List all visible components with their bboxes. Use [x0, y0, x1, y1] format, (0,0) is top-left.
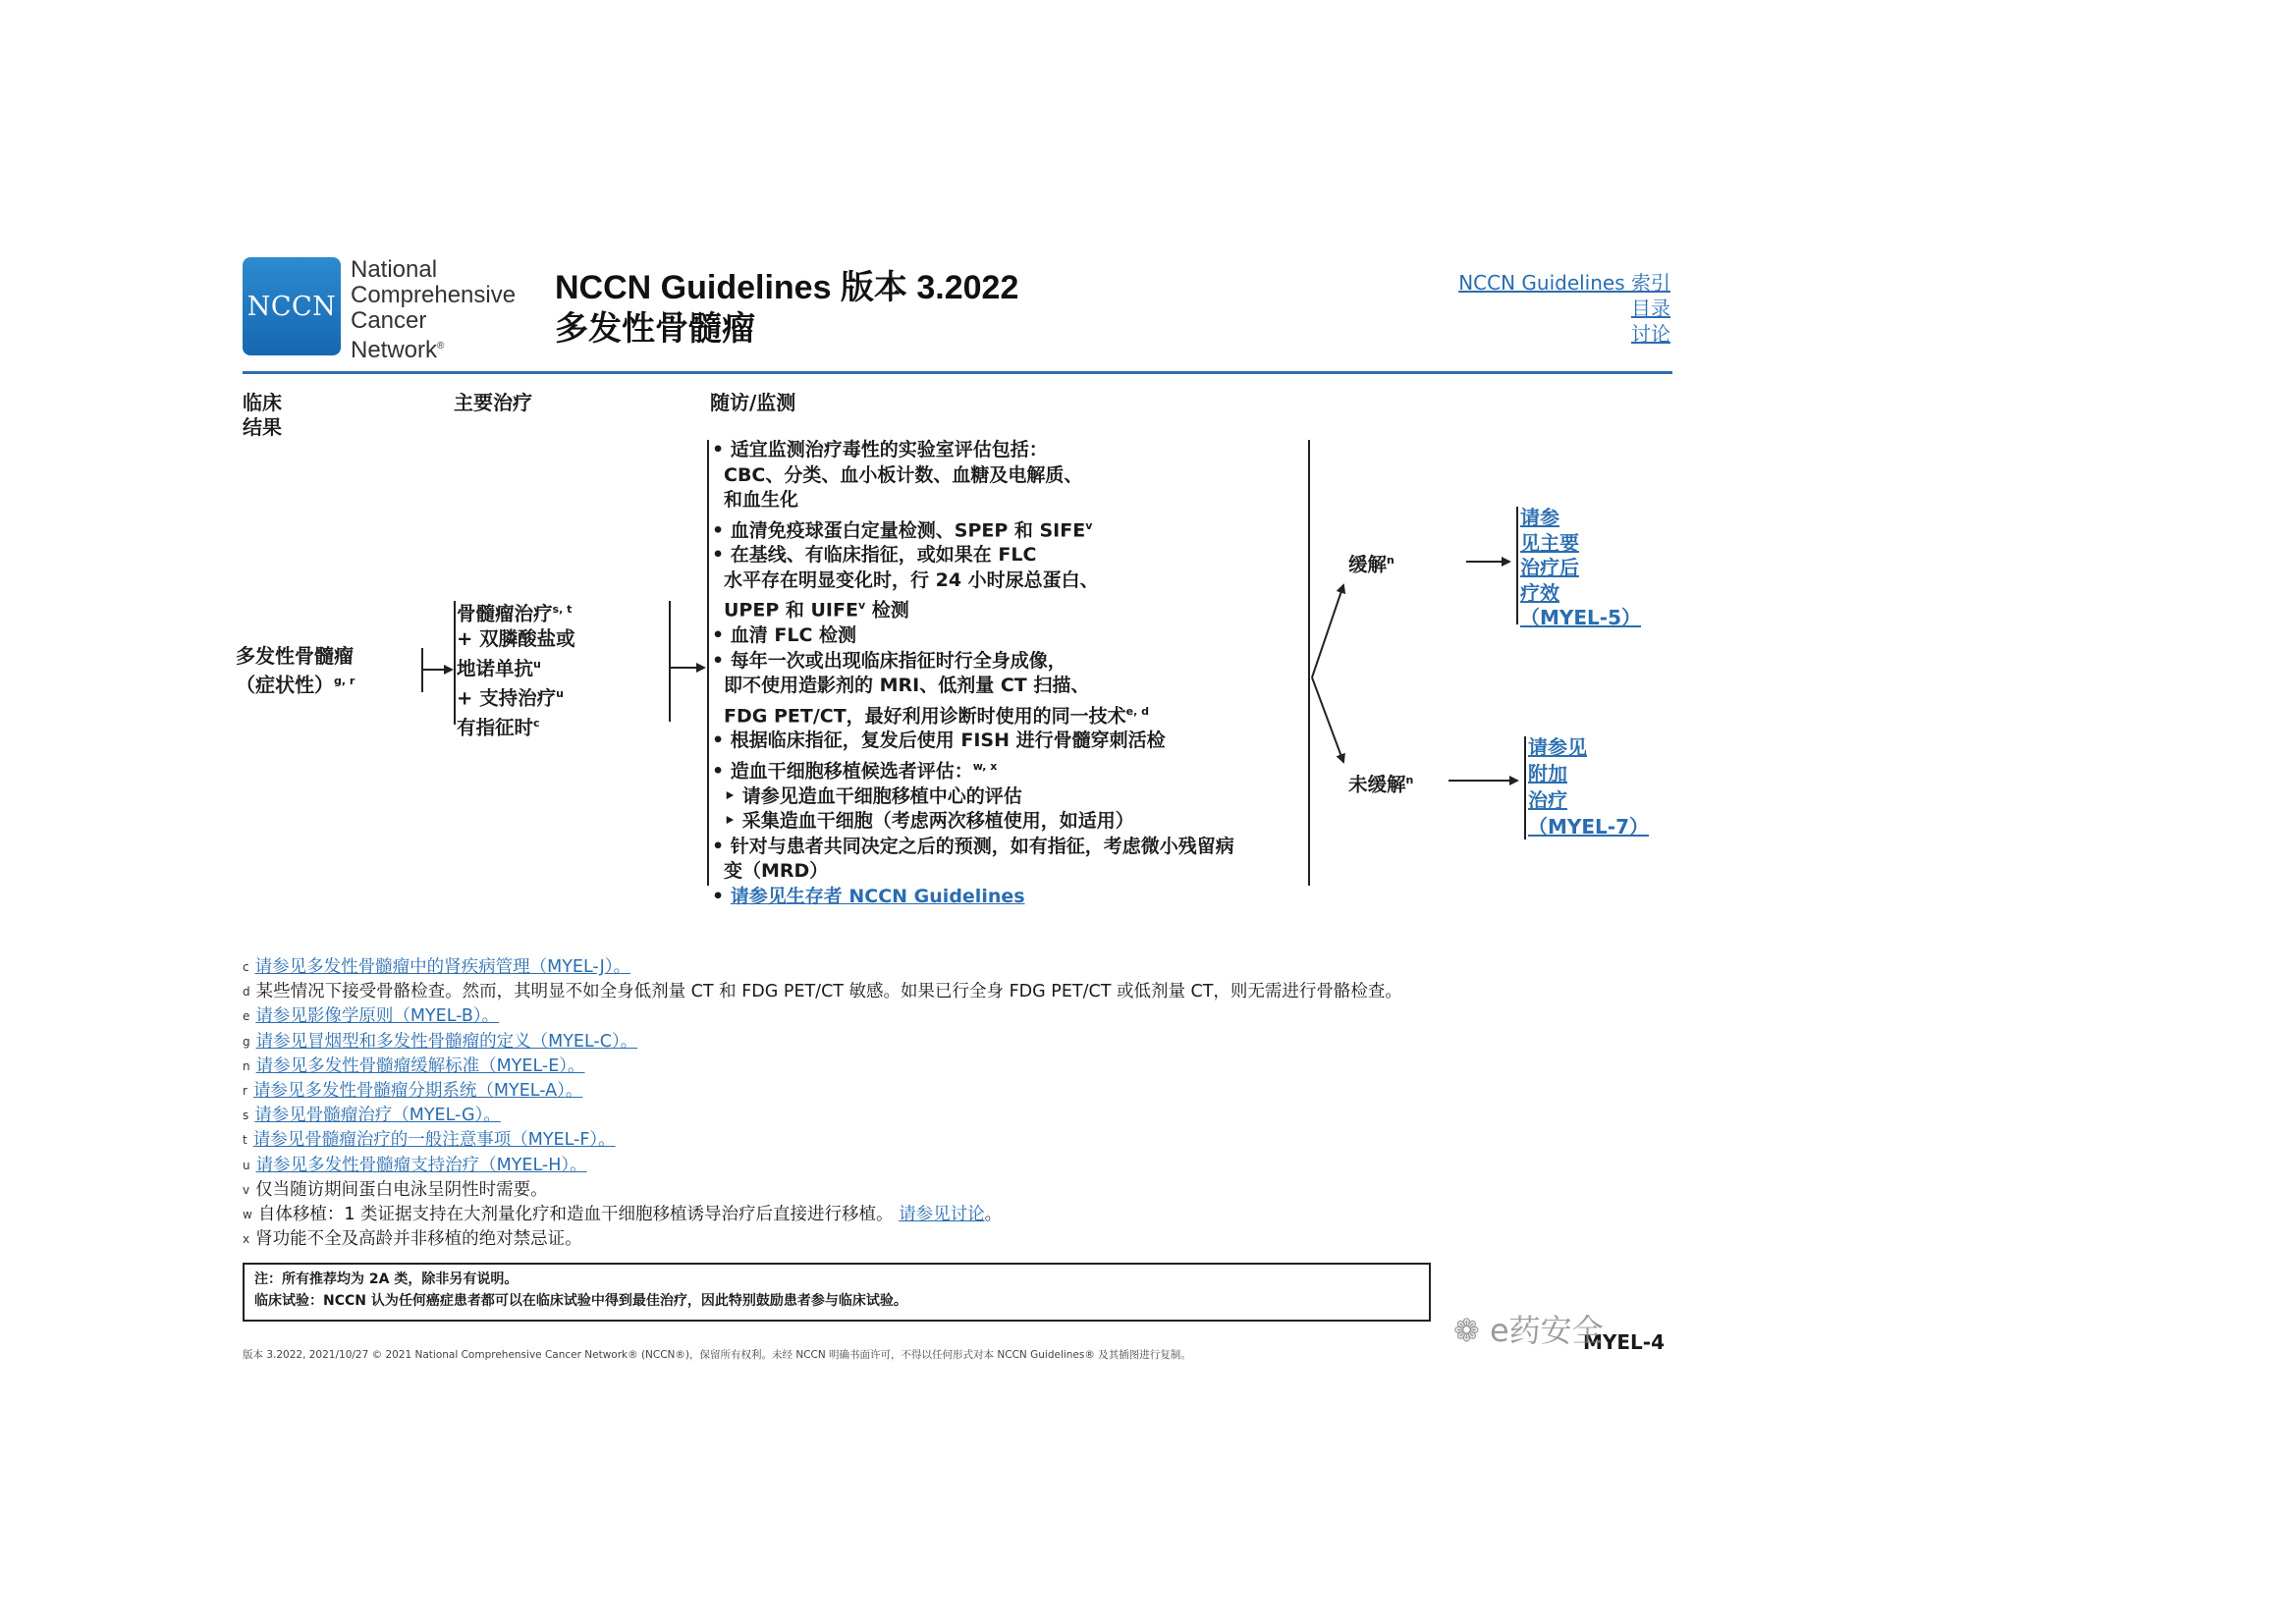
see-myel5-line1[interactable]: 请参 — [1520, 506, 1559, 529]
footnote-u — [243, 1154, 1402, 1178]
footnote-link[interactable]: 请参见骨髓瘤治疗的一般注意事项（MYEL-F）。 — [252, 1130, 616, 1151]
logo-line-4: Network — [351, 337, 438, 363]
see-myel7-line1[interactable]: 请参见 — [1528, 735, 1587, 759]
followup-bullet-1-line2: CBC、分类、血小板计数、血糖及电解质、 — [724, 463, 1083, 486]
footnote-text: 某些情况下接受骨骼检查。然而，其明显不如全身低剂量 CT 和 FDG PET/CT 敏感。如果已行全身 FDG PET/CT 或低剂量 CT，则无需进行骨骼检查。 — [255, 982, 1402, 1002]
see-myel5-line3[interactable]: 治疗后 — [1520, 556, 1579, 579]
primary-line2: + 双膦酸盐或 — [457, 627, 575, 650]
note-box — [243, 1263, 1431, 1322]
followup-bullet-8-line2: 变（MRD） — [724, 860, 829, 883]
followup-bullet-5-sup: e, d — [1125, 704, 1150, 718]
footnote-link[interactable]: 请参见多发性骨髓瘤支持治疗（MYEL-H）。 — [255, 1155, 587, 1175]
discussion-link[interactable]: 讨论 — [1631, 322, 1670, 346]
primary-line3: 地诺单抗 — [457, 657, 534, 679]
footnote-x — [243, 1227, 1402, 1252]
column-clinical-line2: 结果 — [243, 415, 282, 439]
watermark — [1453, 1306, 1604, 1351]
followup-bullet-9-marker: • — [712, 885, 731, 907]
logo-line-3: Cancer — [351, 307, 427, 334]
footnote-mark: g — [243, 1034, 250, 1049]
column-clinical-line1: 临床 — [243, 391, 282, 414]
followup-bullet-2-sup: v — [1085, 518, 1093, 532]
footnote-r — [243, 1079, 1402, 1104]
followup-bullet-3: • 在基线、有临床指征，或如果在 FLC — [712, 544, 1037, 567]
see-myel5-line4[interactable]: 疗效 — [1520, 580, 1559, 605]
column-header-followup: 随访/监测 — [710, 391, 796, 414]
followup-bullet-1: • 适宜监测治疗毒性的实验室评估包括： — [712, 439, 1048, 460]
footnote-t — [243, 1128, 1402, 1153]
followup-bullet-5-line2: 即不使用造影剂的 MRI、低剂量 CT 扫描、 — [724, 675, 1090, 697]
footnote-e — [243, 1004, 1402, 1029]
footnote-link[interactable]: 请参见骨髓瘤治疗（MYEL-G）。 — [254, 1106, 501, 1126]
followup-bullet-8: • 针对与患者共同决定之后的预测，如有指征，考虑微小残留病 — [712, 835, 1234, 857]
primary-sup4: u — [556, 686, 564, 700]
note-line-2: 临床试验：NCCN 认为任何癌症患者都可以在临床试验中得到最佳治疗，因此特别鼓励患者参与临床试验。 — [254, 1293, 907, 1309]
index-link[interactable]: NCCN Guidelines 索引 — [1458, 271, 1670, 295]
column-header-primary: 主要治疗 — [454, 391, 532, 414]
logo-reg: ® — [437, 341, 445, 352]
followup-bullet-5-line3: FDG PET/CT，最好利用诊断时使用的同一技术 — [724, 704, 1126, 727]
see-myel7-line4[interactable]: （MYEL-7） — [1528, 815, 1650, 839]
see-myel7-line3[interactable]: 治疗 — [1528, 788, 1567, 812]
primary-line5: 有指征时 — [457, 716, 534, 738]
no-remission-sup: n — [1405, 774, 1414, 786]
footnote-link[interactable]: 请参见影像学原则（MYEL-B）。 — [255, 1006, 500, 1027]
remission-sup: n — [1387, 554, 1394, 567]
footnote-g — [243, 1030, 1402, 1055]
primary-sup3: u — [533, 657, 541, 671]
footnote-mark: s — [243, 1109, 249, 1123]
arrow-to-remission — [1312, 585, 1343, 677]
footnote-link[interactable]: 请参见多发性骨髓瘤缓解标准（MYEL-E）。 — [255, 1055, 585, 1076]
footnote-mark: e — [243, 1009, 250, 1024]
no-remission-label: 未缓解 — [1348, 773, 1406, 796]
followup-bullet-3-line2: 水平存在明显变化时，行 24 小时尿总蛋白、 — [724, 568, 1099, 591]
followup-bullet-1-line3: 和血生化 — [724, 489, 799, 511]
followup-bullet-3-line3-end: 检测 — [865, 599, 909, 622]
logo-line-1: National — [351, 256, 438, 283]
footnote-text: 肾功能不全及高龄并非移植的绝对禁忌证。 — [255, 1229, 582, 1250]
footnote-text: 自体移植：1 类证据支持在大剂量化疗和造血干细胞移植诱导治疗后直接进行移植。 — [257, 1205, 894, 1225]
wechat-icon: ❁ — [1453, 1312, 1490, 1349]
remission-label: 缓解 — [1348, 553, 1388, 576]
footnote-link[interactable]: 请参见多发性骨髓瘤分期系统（MYEL-A）。 — [252, 1081, 583, 1102]
note-line-1: 注：所有推荐均为 2A 类，除非另有说明。 — [254, 1271, 519, 1287]
survivorship-link[interactable]: 请参见生存者 NCCN Guidelines — [730, 885, 1025, 907]
clinical-sup: g, r — [334, 675, 355, 687]
see-myel5-line2[interactable]: 见主要 — [1520, 530, 1579, 555]
followup-bullet-7-sub2: ‣ 采集造血干细胞（考虑两次移植使用，如适用） — [724, 810, 1134, 833]
toc-link[interactable]: 目录 — [1631, 297, 1670, 320]
footnote-mark: t — [243, 1133, 247, 1148]
footnote-d — [243, 980, 1402, 1004]
primary-sup1: s, t — [552, 603, 573, 616]
footnote-mark: u — [243, 1158, 250, 1172]
arrow-to-no-remission — [1312, 677, 1343, 762]
logo-mark: NCCN — [246, 291, 337, 322]
footnote-s — [243, 1104, 1402, 1128]
footnote-text: 仅当随访期间蛋白电泳呈阴性时需要。 — [255, 1179, 548, 1200]
page-id: MYEL-4 — [1583, 1330, 1666, 1354]
followup-bullet-6: • 根据临床指征，复发后使用 FISH 进行骨髓穿刺活检 — [712, 730, 1166, 752]
guideline-subtitle: 多发性骨髓瘤 — [555, 310, 755, 348]
footnote-c — [243, 955, 1402, 980]
followup-bullet-7: • 造血干细胞移植候选者评估： — [712, 760, 973, 783]
followup-bullet-7-sub1: ‣ 请参见造血干细胞移植中心的评估 — [724, 784, 1022, 807]
copyright-text: 版本 3.2022, 2021/10/27 © 2021 National Comprehensive Cancer Network® (NCCN®)，保留所有权利。未经 NCCN 明确书面许可，不得以任何形式对本 NCCN Guidelines® 及其插图进行复制。 — [243, 1349, 1191, 1361]
clinical-line1: 多发性骨髓瘤 — [236, 644, 354, 668]
see-myel7-line2[interactable]: 附加 — [1528, 762, 1567, 785]
followup-bullet-4: • 血清 FLC 检测 — [712, 624, 857, 647]
followup-bullet-5: • 每年一次或出现临床指征时行全身成像， — [712, 649, 1066, 672]
followup-bullet-3-line3: UPEP 和 UIFE — [724, 599, 858, 622]
footnote-link[interactable]: 请参见多发性骨髓瘤中的肾疾病管理（MYEL-J）。 — [254, 957, 631, 977]
footnote-n — [243, 1055, 1402, 1079]
followup-bullet-2: • 血清免疫球蛋白定量检测、SPEP 和 SIFE — [712, 518, 1086, 541]
footnote-mark: n — [243, 1058, 250, 1073]
logo-line-2: Comprehensive — [351, 282, 517, 308]
footnote-mark: v — [243, 1182, 250, 1197]
followup-bullet-7-sup: w, x — [972, 759, 998, 773]
clinical-line2: （症状性） — [236, 673, 334, 697]
footnote-v — [243, 1178, 1402, 1203]
footnote-mark: w — [243, 1208, 252, 1222]
primary-line4: + 支持治疗 — [457, 686, 557, 709]
see-myel5-line5[interactable]: （MYEL-5） — [1520, 606, 1642, 629]
footnote-mark: x — [243, 1232, 250, 1247]
followup-bullet-3-sup: v — [857, 599, 866, 613]
footnote-mark: r — [243, 1084, 247, 1099]
footnotes — [243, 955, 1402, 1252]
footnote-mark: c — [243, 960, 249, 974]
guideline-title: NCCN Guidelines 版本 3.2022 — [555, 269, 1019, 306]
footnote-link[interactable]: 请参见冒烟型和多发性骨髓瘤的定义（MYEL-C）。 — [255, 1031, 638, 1052]
primary-line1: 骨髓瘤治疗 — [457, 602, 553, 625]
footnote-w: $^w$ 自体移植：1 类证据支持在大剂量化疗和造血干细胞移植诱导治疗后直接进行移植。 请参见讨论。 — [243, 1205, 1003, 1225]
primary-sup5: c — [533, 716, 540, 730]
footnote-mark: d — [243, 985, 250, 1000]
watermark-text: e药安全 — [1489, 1312, 1604, 1349]
discussion-footnote-link[interactable]: 请参见讨论 — [899, 1205, 985, 1225]
